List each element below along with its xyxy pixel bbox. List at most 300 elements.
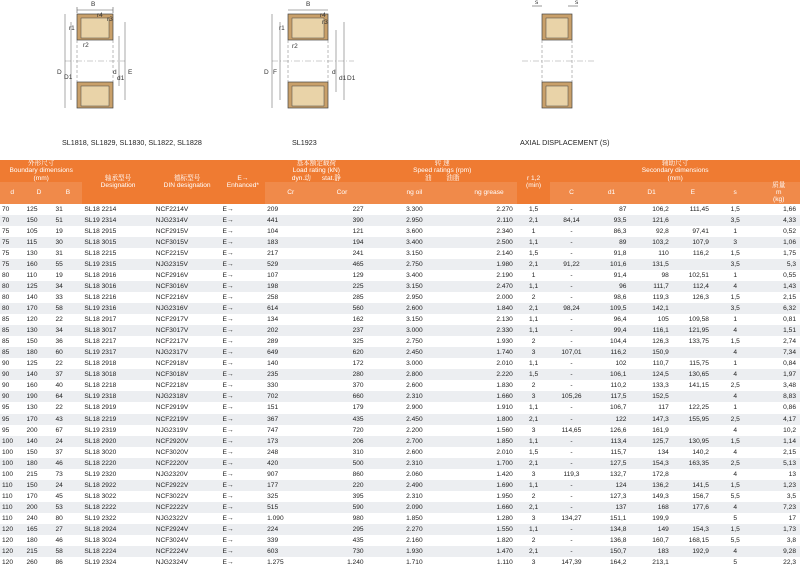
cell-speed-grease: 1.980 xyxy=(461,259,517,270)
cell-E: 130,65 xyxy=(673,369,713,380)
cell-mass: 2,74 xyxy=(757,336,800,347)
cell-designation: SL19 2322 xyxy=(82,513,153,524)
cell-enhanced: E→ xyxy=(221,314,266,325)
cell-d: 120 xyxy=(0,524,25,535)
dim-label-F: F xyxy=(273,69,277,76)
cell-speed-oil: 2.310 xyxy=(368,491,462,502)
cell-B: 45 xyxy=(53,491,82,502)
cell-d1: 91,4 xyxy=(593,270,631,281)
header-din-designation: 德标型号 DIN designation xyxy=(154,160,221,204)
figure-caption-1: SL1818, SL1829, SL1830, SL1822, SL1828 xyxy=(62,138,202,147)
cell-D1: 92,8 xyxy=(630,226,672,237)
table-row xyxy=(0,226,800,237)
cell-C: - xyxy=(550,358,592,369)
cell-mass: 7,34 xyxy=(757,347,800,358)
table-row xyxy=(0,292,800,303)
cell-D: 125 xyxy=(25,358,54,369)
cell-C: - xyxy=(550,447,592,458)
cell-speed-grease: 1.910 xyxy=(461,402,517,413)
cell-dyn-cr: 217 xyxy=(265,248,316,259)
cell-mass: 3,48 xyxy=(757,380,800,391)
cell-E: 177,6 xyxy=(673,502,713,513)
cell-r12: 2,1 xyxy=(517,458,550,469)
cell-stat-cor: 162 xyxy=(316,314,367,325)
cell-D1: 213,1 xyxy=(630,557,672,568)
cell-s: 3,5 xyxy=(713,303,758,314)
cell-E: 156,7 xyxy=(673,491,713,502)
table-row xyxy=(0,281,800,292)
cell-enhanced: E→ xyxy=(221,535,266,546)
dim-label-r1-2: r1 xyxy=(279,25,285,32)
header-B: B xyxy=(53,182,82,204)
cell-din-designation: NCF2220V xyxy=(154,458,221,469)
cell-d1: 93,5 xyxy=(593,215,631,226)
cell-mass: 6,32 xyxy=(757,303,800,314)
cell-D: 215 xyxy=(25,546,54,557)
table-row xyxy=(0,380,800,391)
cell-E: 109,58 xyxy=(673,314,713,325)
cell-dyn-cr: 747 xyxy=(265,425,316,436)
cell-E xyxy=(673,215,713,226)
cell-d1: 96 xyxy=(593,281,631,292)
cell-speed-oil: 1.930 xyxy=(368,546,462,557)
cell-D1: 131,5 xyxy=(630,259,672,270)
cell-din-designation: NCF3016V xyxy=(154,281,221,292)
cell-E: 168,15 xyxy=(673,535,713,546)
dim-label-r2: r2 xyxy=(83,42,89,49)
dim-label-r4: r4 xyxy=(97,12,103,19)
cell-enhanced: E→ xyxy=(221,215,266,226)
cell-E: 107,9 xyxy=(673,237,713,248)
cell-stat-cor: 730 xyxy=(316,546,367,557)
cell-s: 1,5 xyxy=(713,336,758,347)
cell-d: 80 xyxy=(0,303,25,314)
cell-din-designation: NCF2918V xyxy=(154,358,221,369)
table-row xyxy=(0,436,800,447)
cell-r12: 2 xyxy=(517,336,550,347)
cell-r12: 1,1 xyxy=(517,480,550,491)
cell-r12: 2,1 xyxy=(517,259,550,270)
cell-B: 31 xyxy=(53,204,82,215)
cell-stat-cor: 121 xyxy=(316,226,367,237)
cell-designation: SL19 2314 xyxy=(82,215,153,226)
cell-designation: SL18 2214 xyxy=(82,204,153,215)
cell-D1: 124,5 xyxy=(630,369,672,380)
cell-d: 95 xyxy=(0,425,25,436)
cell-enhanced: E→ xyxy=(221,458,266,469)
cell-speed-grease: 1.470 xyxy=(461,546,517,557)
cell-d: 100 xyxy=(0,436,25,447)
cell-d1: 136,8 xyxy=(593,535,631,546)
cell-dyn-cr: 177 xyxy=(265,480,316,491)
cell-speed-oil: 2.600 xyxy=(368,447,462,458)
cell-r12: 1,1 xyxy=(517,358,550,369)
cell-designation: SL18 2918 xyxy=(82,358,153,369)
cell-B: 37 xyxy=(53,447,82,458)
cell-C: - xyxy=(550,524,592,535)
cell-enhanced: E→ xyxy=(221,447,266,458)
cell-d: 90 xyxy=(0,380,25,391)
cell-mass: 1,66 xyxy=(757,204,800,215)
cell-speed-grease: 1.950 xyxy=(461,491,517,502)
cell-speed-oil: 3.600 xyxy=(368,226,462,237)
cell-d: 80 xyxy=(0,292,25,303)
cell-enhanced: E→ xyxy=(221,303,266,314)
cell-din-designation: NCF2217V xyxy=(154,336,221,347)
cell-speed-oil: 3.150 xyxy=(368,281,462,292)
cell-d: 110 xyxy=(0,502,25,513)
cell-E: 121,95 xyxy=(673,325,713,336)
cell-speed-grease: 1.550 xyxy=(461,524,517,535)
cell-d: 80 xyxy=(0,281,25,292)
table-row xyxy=(0,480,800,491)
cell-B: 60 xyxy=(53,347,82,358)
cell-dyn-cr: 183 xyxy=(265,237,316,248)
cell-C: 98,24 xyxy=(550,303,592,314)
cell-mass: 7,23 xyxy=(757,502,800,513)
cell-speed-oil: 3.300 xyxy=(368,204,462,215)
cell-D: 190 xyxy=(25,391,54,402)
cell-E: 115,75 xyxy=(673,358,713,369)
cell-designation: SL18 3024 xyxy=(82,535,153,546)
cell-d1: 164,2 xyxy=(593,557,631,568)
cell-stat-cor: 660 xyxy=(316,391,367,402)
cell-enhanced: E→ xyxy=(221,204,266,215)
cell-d: 100 xyxy=(0,447,25,458)
cell-D1: 154,3 xyxy=(630,458,672,469)
cell-D: 125 xyxy=(25,204,54,215)
cell-D1: 136,2 xyxy=(630,480,672,491)
bearing-data-table xyxy=(0,160,800,568)
cell-D: 115 xyxy=(25,237,54,248)
cell-speed-grease: 2.190 xyxy=(461,270,517,281)
cell-speed-oil: 2.800 xyxy=(368,369,462,380)
cell-enhanced: E→ xyxy=(221,226,266,237)
cell-s: 4 xyxy=(713,502,758,513)
cell-D: 170 xyxy=(25,414,54,425)
dim-label-D-2: D xyxy=(264,69,269,76)
cell-r12: 1,1 xyxy=(517,281,550,292)
cell-mass: 10,2 xyxy=(757,425,800,436)
cell-mass: 4,33 xyxy=(757,215,800,226)
cell-speed-grease: 1.850 xyxy=(461,436,517,447)
cell-D1: 125,7 xyxy=(630,436,672,447)
cell-r12: 2 xyxy=(517,292,550,303)
cell-D: 170 xyxy=(25,491,54,502)
cell-dyn-cr: 235 xyxy=(265,369,316,380)
cell-dyn-cr: 198 xyxy=(265,281,316,292)
cell-r12: 1,1 xyxy=(517,325,550,336)
table-row xyxy=(0,458,800,469)
cell-dyn-cr: 1.090 xyxy=(265,513,316,524)
cell-d: 85 xyxy=(0,314,25,325)
cell-dyn-cr: 702 xyxy=(265,391,316,402)
cell-speed-oil: 2.450 xyxy=(368,347,462,358)
cell-C: - xyxy=(550,414,592,425)
cell-E: 154,3 xyxy=(673,524,713,535)
cell-D1: 133,3 xyxy=(630,380,672,391)
cell-E: 141,15 xyxy=(673,380,713,391)
cell-C: - xyxy=(550,314,592,325)
cell-d1: 102 xyxy=(593,358,631,369)
cell-mass: 0,55 xyxy=(757,270,800,281)
cell-D: 200 xyxy=(25,502,54,513)
figure-caption-3: AXIAL DISPLACEMENT (S) xyxy=(520,138,610,147)
cell-d1: 104,4 xyxy=(593,336,631,347)
cell-s: 4 xyxy=(713,425,758,436)
cell-speed-grease: 2.470 xyxy=(461,281,517,292)
cell-B: 24 xyxy=(53,436,82,447)
cell-stat-cor: 194 xyxy=(316,237,367,248)
cell-D: 120 xyxy=(25,314,54,325)
cell-d1: 115,7 xyxy=(593,447,631,458)
cell-din-designation: NCF2214V xyxy=(154,204,221,215)
cell-E: 130,95 xyxy=(673,436,713,447)
cell-C: - xyxy=(550,237,592,248)
cell-D: 215 xyxy=(25,469,54,480)
cell-stat-cor: 179 xyxy=(316,402,367,413)
dim-label-r3-2: r3 xyxy=(322,19,328,26)
table-row xyxy=(0,557,800,568)
cell-dyn-cr: 258 xyxy=(265,292,316,303)
cell-speed-oil: 2.090 xyxy=(368,502,462,513)
cell-C: 91,22 xyxy=(550,259,592,270)
cell-dyn-cr: 614 xyxy=(265,303,316,314)
cell-d1: 91,8 xyxy=(593,248,631,259)
cell-E: 122,25 xyxy=(673,402,713,413)
cell-speed-grease: 2.000 xyxy=(461,292,517,303)
table-row xyxy=(0,535,800,546)
cell-d: 85 xyxy=(0,336,25,347)
table-row xyxy=(0,513,800,524)
header-E: E xyxy=(673,182,713,204)
cell-d1: 117,5 xyxy=(593,391,631,402)
cell-speed-oil: 1.710 xyxy=(368,557,462,568)
cell-D: 125 xyxy=(25,281,54,292)
header-D: D xyxy=(25,182,54,204)
header-boundary-dimensions: 外形尺寸 Boundary dimensions (mm) xyxy=(0,160,82,182)
cell-stat-cor: 241 xyxy=(316,248,367,259)
cell-designation: SL19 2320 xyxy=(82,469,153,480)
cell-speed-grease: 1.660 xyxy=(461,391,517,402)
cell-d1: 151,1 xyxy=(593,513,631,524)
cell-B: 19 xyxy=(53,226,82,237)
header-designation: 轴承型号 Designation xyxy=(82,160,153,204)
cell-s: 1 xyxy=(713,358,758,369)
cell-d1: 109,5 xyxy=(593,303,631,314)
cell-C: 147,39 xyxy=(550,557,592,568)
cell-D: 180 xyxy=(25,535,54,546)
cell-D: 105 xyxy=(25,226,54,237)
cell-r12: 2 xyxy=(517,491,550,502)
cell-enhanced: E→ xyxy=(221,425,266,436)
cell-D: 140 xyxy=(25,292,54,303)
cell-designation: SL18 2220 xyxy=(82,458,153,469)
cell-din-designation: NCF2922V xyxy=(154,480,221,491)
table-row xyxy=(0,215,800,226)
cell-B: 86 xyxy=(53,557,82,568)
cell-s: 1,5 xyxy=(713,292,758,303)
cell-r12: 1,1 xyxy=(517,314,550,325)
cell-stat-cor: 370 xyxy=(316,380,367,391)
cell-D: 150 xyxy=(25,215,54,226)
cell-dyn-cr: 1.275 xyxy=(265,557,316,568)
cell-d1: 150,7 xyxy=(593,546,631,557)
cell-dyn-cr: 420 xyxy=(265,458,316,469)
cell-din-designation: NJG2322V xyxy=(154,513,221,524)
cell-s: 2,5 xyxy=(713,380,758,391)
cell-stat-cor: 560 xyxy=(316,303,367,314)
cell-B: 22 xyxy=(53,314,82,325)
cell-d: 85 xyxy=(0,347,25,358)
cell-B: 24 xyxy=(53,480,82,491)
cell-D1: 147,3 xyxy=(630,414,672,425)
table-row xyxy=(0,325,800,336)
cell-enhanced: E→ xyxy=(221,546,266,557)
dim-label-D1: D1 xyxy=(64,74,73,81)
cell-din-designation: NJG2319V xyxy=(154,425,221,436)
cell-speed-grease: 2.140 xyxy=(461,248,517,259)
header-mass: 质量 m (kg) xyxy=(757,182,800,204)
cell-mass: 5,3 xyxy=(757,259,800,270)
header-s: s xyxy=(713,182,758,204)
cell-B: 58 xyxy=(53,546,82,557)
cell-d: 95 xyxy=(0,414,25,425)
cell-din-designation: NCF2919V xyxy=(154,402,221,413)
cell-speed-grease: 2.220 xyxy=(461,369,517,380)
cell-B: 33 xyxy=(53,292,82,303)
cell-C: - xyxy=(550,458,592,469)
cell-E: 155,95 xyxy=(673,414,713,425)
cell-designation: SL18 2218 xyxy=(82,380,153,391)
header-secondary-dimensions: 辅助尺寸 Secondary dimensions (mm) xyxy=(550,160,800,182)
table-row xyxy=(0,469,800,480)
cell-mass: 17 xyxy=(757,513,800,524)
cell-speed-grease: 1.740 xyxy=(461,347,517,358)
cell-stat-cor: 129 xyxy=(316,270,367,281)
cell-enhanced: E→ xyxy=(221,557,266,568)
cell-B: 34 xyxy=(53,325,82,336)
cell-r12: 3 xyxy=(517,513,550,524)
cell-mass: 2,15 xyxy=(757,447,800,458)
cell-din-designation: NCF3020V xyxy=(154,447,221,458)
cell-s: 3,5 xyxy=(713,259,758,270)
header-cr: Cr xyxy=(265,182,316,204)
cell-B: 36 xyxy=(53,336,82,347)
cell-din-designation: NCF2917V xyxy=(154,314,221,325)
cell-speed-oil: 2.600 xyxy=(368,380,462,391)
cell-speed-oil: 2.750 xyxy=(368,259,462,270)
cell-d: 100 xyxy=(0,458,25,469)
cell-dyn-cr: 248 xyxy=(265,447,316,458)
cell-D: 165 xyxy=(25,524,54,535)
cell-D1: 150,9 xyxy=(630,347,672,358)
cell-speed-grease: 1.930 xyxy=(461,336,517,347)
cell-designation: SL18 3018 xyxy=(82,369,153,380)
cell-stat-cor: 390 xyxy=(316,215,367,226)
cell-d: 120 xyxy=(0,546,25,557)
cell-r12: 1,5 xyxy=(517,369,550,380)
cell-speed-oil: 2.950 xyxy=(368,215,462,226)
table-row xyxy=(0,369,800,380)
cell-r12: 1,1 xyxy=(517,237,550,248)
cell-E: 140,2 xyxy=(673,447,713,458)
cell-designation: SL18 2919 xyxy=(82,402,153,413)
cell-dyn-cr: 151 xyxy=(265,402,316,413)
cell-stat-cor: 465 xyxy=(316,259,367,270)
cell-din-designation: NCF3017V xyxy=(154,325,221,336)
cell-d: 70 xyxy=(0,204,25,215)
header-enhanced: E→ Enhanced* xyxy=(221,160,266,204)
cell-stat-cor: 280 xyxy=(316,369,367,380)
cell-D1: 199,9 xyxy=(630,513,672,524)
cell-B: 27 xyxy=(53,524,82,535)
cell-B: 19 xyxy=(53,270,82,281)
cell-din-designation: NJG2314V xyxy=(154,215,221,226)
cell-C: - xyxy=(550,292,592,303)
cell-D: 160 xyxy=(25,259,54,270)
table-row xyxy=(0,347,800,358)
cell-stat-cor: 310 xyxy=(316,447,367,458)
cell-speed-oil: 2.950 xyxy=(368,292,462,303)
cell-dyn-cr: 330 xyxy=(265,380,316,391)
cell-enhanced: E→ xyxy=(221,402,266,413)
cell-D: 180 xyxy=(25,347,54,358)
cell-B: 80 xyxy=(53,513,82,524)
cell-mass: 1,75 xyxy=(757,248,800,259)
cell-din-designation: NJG2315V xyxy=(154,259,221,270)
header-d1: d1 xyxy=(593,182,631,204)
cell-r12: 1,1 xyxy=(517,436,550,447)
cell-B: 40 xyxy=(53,380,82,391)
dim-label-r3: r3 xyxy=(107,16,113,23)
cell-speed-oil: 2.310 xyxy=(368,458,462,469)
cell-din-designation: NCF2916V xyxy=(154,270,221,281)
cell-d: 95 xyxy=(0,402,25,413)
cell-speed-grease: 2.340 xyxy=(461,226,517,237)
cell-speed-grease: 2.010 xyxy=(461,447,517,458)
cell-mass: 13 xyxy=(757,469,800,480)
cell-speed-grease: 1.110 xyxy=(461,557,517,568)
cell-d1: 89 xyxy=(593,237,631,248)
cell-D1: 121,6 xyxy=(630,215,672,226)
cell-din-designation: NCF3015V xyxy=(154,237,221,248)
cell-E xyxy=(673,469,713,480)
cell-din-designation: NJG2318V xyxy=(154,391,221,402)
cell-speed-grease: 1.800 xyxy=(461,414,517,425)
cell-din-designation: NCF2218V xyxy=(154,380,221,391)
dim-label-r1: r1 xyxy=(69,25,75,32)
cell-D: 140 xyxy=(25,436,54,447)
cell-d1: 101,6 xyxy=(593,259,631,270)
cell-mass: 1,23 xyxy=(757,480,800,491)
cell-D: 180 xyxy=(25,458,54,469)
cell-stat-cor: 395 xyxy=(316,491,367,502)
table-row xyxy=(0,524,800,535)
cell-mass: 1,73 xyxy=(757,524,800,535)
cell-d1: 127,3 xyxy=(593,491,631,502)
cell-d1: 106,7 xyxy=(593,402,631,413)
cell-stat-cor: 860 xyxy=(316,469,367,480)
cell-r12: 3 xyxy=(517,391,550,402)
cell-s: 2,5 xyxy=(713,458,758,469)
cell-d1: 98,6 xyxy=(593,292,631,303)
cell-stat-cor: 500 xyxy=(316,458,367,469)
cell-s: 1 xyxy=(713,402,758,413)
table-row xyxy=(0,414,800,425)
cell-designation: SL19 2324 xyxy=(82,557,153,568)
cell-din-designation: NCF2924V xyxy=(154,524,221,535)
